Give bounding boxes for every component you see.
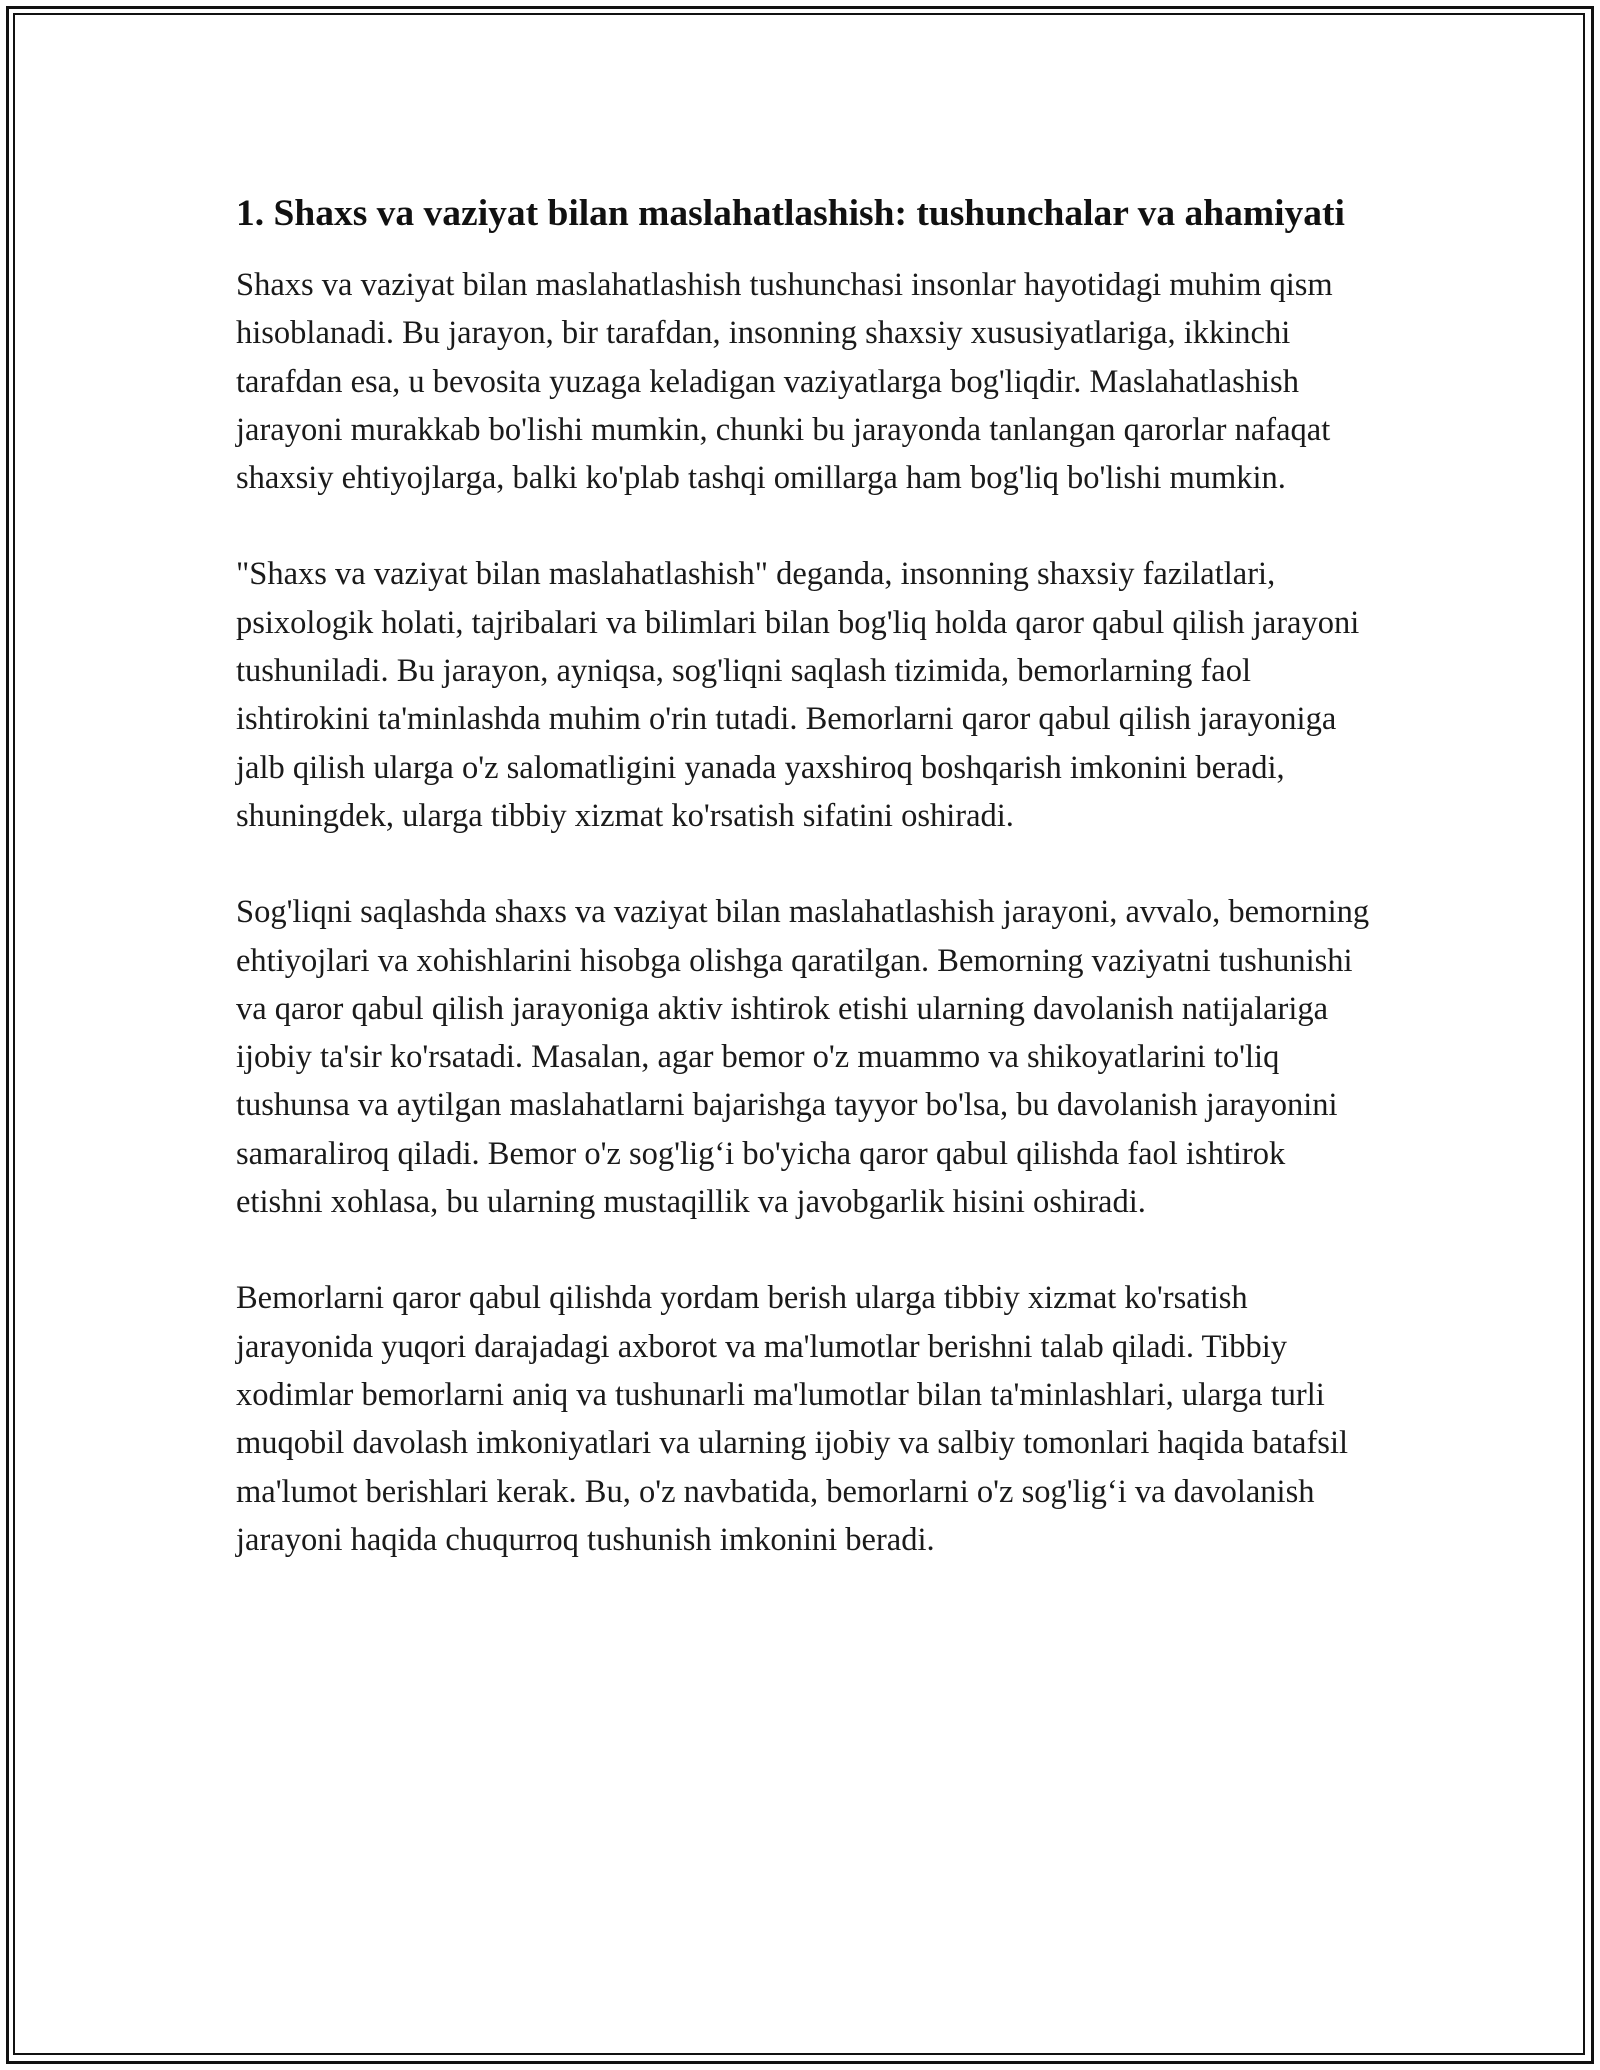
paragraph-3: Sog'liqni saqlashda shaxs va vaziyat bilan maslahatlashish jarayoni, avvalo, bemorning ehtiyojlari va xohishlarini hisobga olishga qaratilgan. Bemorning vaziyatni tushunishi va qaror qabul qilish jarayoniga aktiv ishtirok etishi ularning davolanish natijalariga ijobiy ta'sir ko'rsatadi. Masalan, agar bemor o'z muammo va shikoyatlarini to'liq tushunsa va aytilgan maslahatlarni bajarishga tayyor bo'lsa, bu davolanish jarayonini samaraliroq qiladi. Bemor o'z sog'lig‘i bo'yicha qaror qabul qilishda faol ishtirok etishni xohlasa, bu ularning mustaqillik va javobgarlik hisini oshiradi. [236,894,1370,1221]
paragraph-4: Bemorlarni qaror qabul qilishda yordam berish ularga tibbiy xizmat ko'rsatish jarayonida yuqori darajadagi axborot va ma'lumotlar berishni talab qiladi. Tibbiy xodimlar bemorlarni aniq va tushunarli ma'lumotlar bilan ta'minlashlari, ularga turli muqobil davolash imkoniyatlari va ularning ijobiy va salbiy tomonlari haqida batafsil ma'lumot berishlari kerak. Bu, o'z navbatida, bemorlarni o'z sog'lig‘i va davolanish jarayoni haqida chuqurroq tushunish imkonini beradi. [236,1280,1348,1558]
paragraph-2: "Shaxs va vaziyat bilan maslahatlashish" deganda, insonning shaxsiy fazilatlari, psixologik holati, tajribalari va bilimlari bilan bog'liq holda qaror qabul qilish jarayoni tushuniladi. Bu jarayon, ayniqsa, sog'liqni saqlash tizimida, bemorlarning faol ishtirokini ta'minlashda muhim o'rin tutadi. Bemorlarni qaror qabul qilish jarayoniga jalb qilish ularga o'z salomatligini yanada yaxshiroq boshqarish imkonini beradi, shuningdek, ularga tibbiy xizmat ko'rsatish sifatini oshiradi. [236,556,1360,834]
paragraph-1: Shaxs va vaziyat bilan maslahatlashish tushunchasi insonlar hayotidagi muhim qism hisoblanadi. Bu jarayon, bir tarafdan, insonning shaxsiy xususiyatlariga, ikkinchi tarafdan esa, u bevosita yuzaga keladigan vaziyatlarga bog'liqdir. Maslahatlashish jarayoni murakkab bo'lishi mumkin, chunki bu jarayonda tanlangan qarorlar nafaqat shaxsiy ehtiyojlarga, balki ko'plab tashqi omillarga ham bog'liq bo'lishi mumkin. [236,267,1333,497]
section-heading: 1. Shaxs va vaziyat bilan maslahatlashish: tushunchalar va ahamiyati [236,193,1345,234]
document-body [236,186,1376,1612]
